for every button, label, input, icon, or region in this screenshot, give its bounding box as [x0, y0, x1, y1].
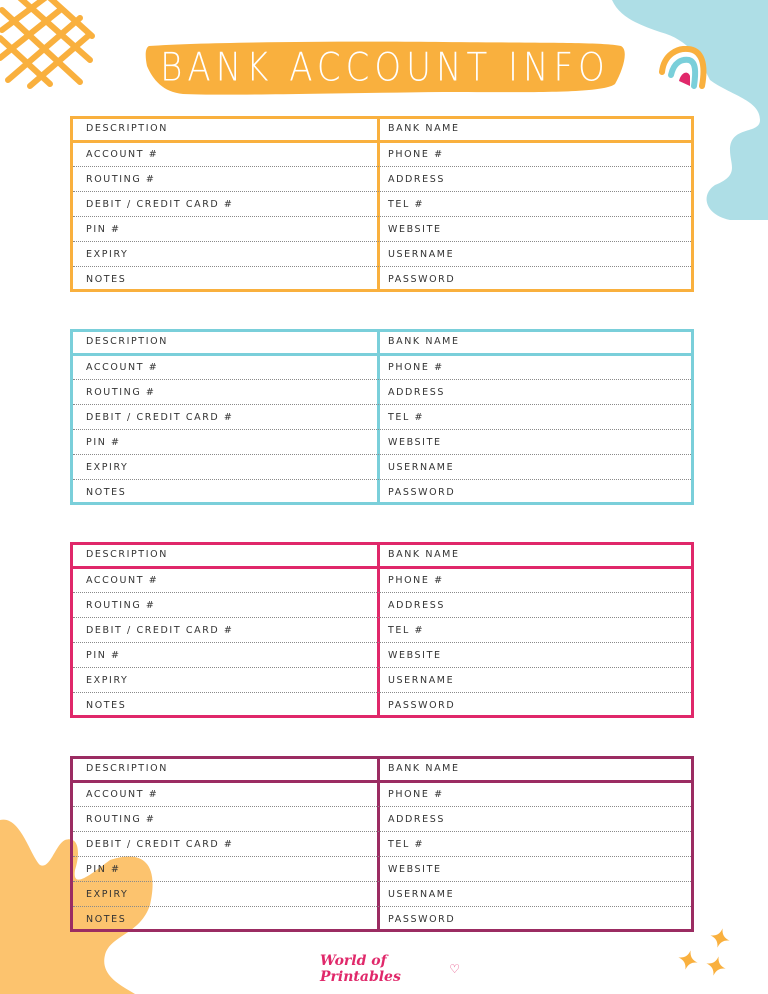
field-account-number[interactable]: ACCOUNT #	[86, 575, 159, 586]
field-expiry[interactable]: EXPIRY	[86, 249, 129, 260]
field-routing-number[interactable]: ROUTING #	[86, 600, 156, 611]
field-phone-number[interactable]: PHONE #	[388, 362, 444, 373]
title-banner	[143, 40, 627, 96]
field-card-number[interactable]: DEBIT / CREDIT CARD #	[86, 412, 234, 423]
field-notes[interactable]: NOTES	[86, 487, 127, 498]
sparkle-icon	[676, 926, 736, 982]
field-password[interactable]: PASSWORD	[388, 914, 456, 925]
field-pin[interactable]: PIN #	[86, 437, 121, 448]
account-info-card	[70, 116, 694, 292]
brand-logo	[320, 953, 460, 985]
field-address[interactable]: ADDRESS	[388, 387, 445, 398]
field-account-number[interactable]: ACCOUNT #	[86, 789, 159, 800]
field-routing-number[interactable]: ROUTING #	[86, 814, 156, 825]
field-expiry[interactable]: EXPIRY	[86, 889, 129, 900]
field-website[interactable]: WEBSITE	[388, 864, 442, 875]
field-address[interactable]: ADDRESS	[388, 174, 445, 185]
field-bank-name[interactable]: BANK NAME	[388, 763, 460, 774]
field-username[interactable]: USERNAME	[388, 462, 455, 473]
field-tel-number[interactable]: TEL #	[388, 412, 425, 423]
field-bank-name[interactable]: BANK NAME	[388, 123, 460, 134]
field-routing-number[interactable]: ROUTING #	[86, 174, 156, 185]
field-bank-name[interactable]: BANK NAME	[388, 336, 460, 347]
field-notes[interactable]: NOTES	[86, 914, 127, 925]
field-username[interactable]: USERNAME	[388, 675, 455, 686]
field-phone-number[interactable]: PHONE #	[388, 789, 444, 800]
field-website[interactable]: WEBSITE	[388, 650, 442, 661]
field-description[interactable]: DESCRIPTION	[86, 123, 168, 134]
field-bank-name[interactable]: BANK NAME	[388, 549, 460, 560]
field-pin[interactable]: PIN #	[86, 864, 121, 875]
account-info-card	[70, 542, 694, 718]
field-card-number[interactable]: DEBIT / CREDIT CARD #	[86, 625, 234, 636]
field-card-number[interactable]: DEBIT / CREDIT CARD #	[86, 199, 234, 210]
field-password[interactable]: PASSWORD	[388, 700, 456, 711]
brand-name: World of Printables	[320, 953, 401, 985]
field-tel-number[interactable]: TEL #	[388, 839, 425, 850]
field-pin[interactable]: PIN #	[86, 650, 121, 661]
field-account-number[interactable]: ACCOUNT #	[86, 149, 159, 160]
field-pin[interactable]: PIN #	[86, 224, 121, 235]
field-description[interactable]: DESCRIPTION	[86, 336, 168, 347]
account-info-card	[70, 329, 694, 505]
field-tel-number[interactable]: TEL #	[388, 199, 425, 210]
field-password[interactable]: PASSWORD	[388, 274, 456, 285]
field-username[interactable]: USERNAME	[388, 889, 455, 900]
field-description[interactable]: DESCRIPTION	[86, 763, 168, 774]
field-website[interactable]: WEBSITE	[388, 224, 442, 235]
field-expiry[interactable]: EXPIRY	[86, 675, 129, 686]
field-phone-number[interactable]: PHONE #	[388, 149, 444, 160]
field-notes[interactable]: NOTES	[86, 274, 127, 285]
field-notes[interactable]: NOTES	[86, 700, 127, 711]
rainbow-icon	[658, 46, 708, 92]
field-phone-number[interactable]: PHONE #	[388, 575, 444, 586]
field-website[interactable]: WEBSITE	[388, 437, 442, 448]
account-info-card	[70, 756, 694, 932]
grid-pattern-icon	[0, 0, 100, 90]
field-account-number[interactable]: ACCOUNT #	[86, 362, 159, 373]
field-address[interactable]: ADDRESS	[388, 814, 445, 825]
field-description[interactable]: DESCRIPTION	[86, 549, 168, 560]
heart-icon: ♡	[449, 962, 460, 976]
field-password[interactable]: PASSWORD	[388, 487, 456, 498]
field-routing-number[interactable]: ROUTING #	[86, 387, 156, 398]
page-title: BANK ACCOUNT INFO	[160, 45, 610, 91]
field-username[interactable]: USERNAME	[388, 249, 455, 260]
field-expiry[interactable]: EXPIRY	[86, 462, 129, 473]
field-address[interactable]: ADDRESS	[388, 600, 445, 611]
field-card-number[interactable]: DEBIT / CREDIT CARD #	[86, 839, 234, 850]
field-tel-number[interactable]: TEL #	[388, 625, 425, 636]
